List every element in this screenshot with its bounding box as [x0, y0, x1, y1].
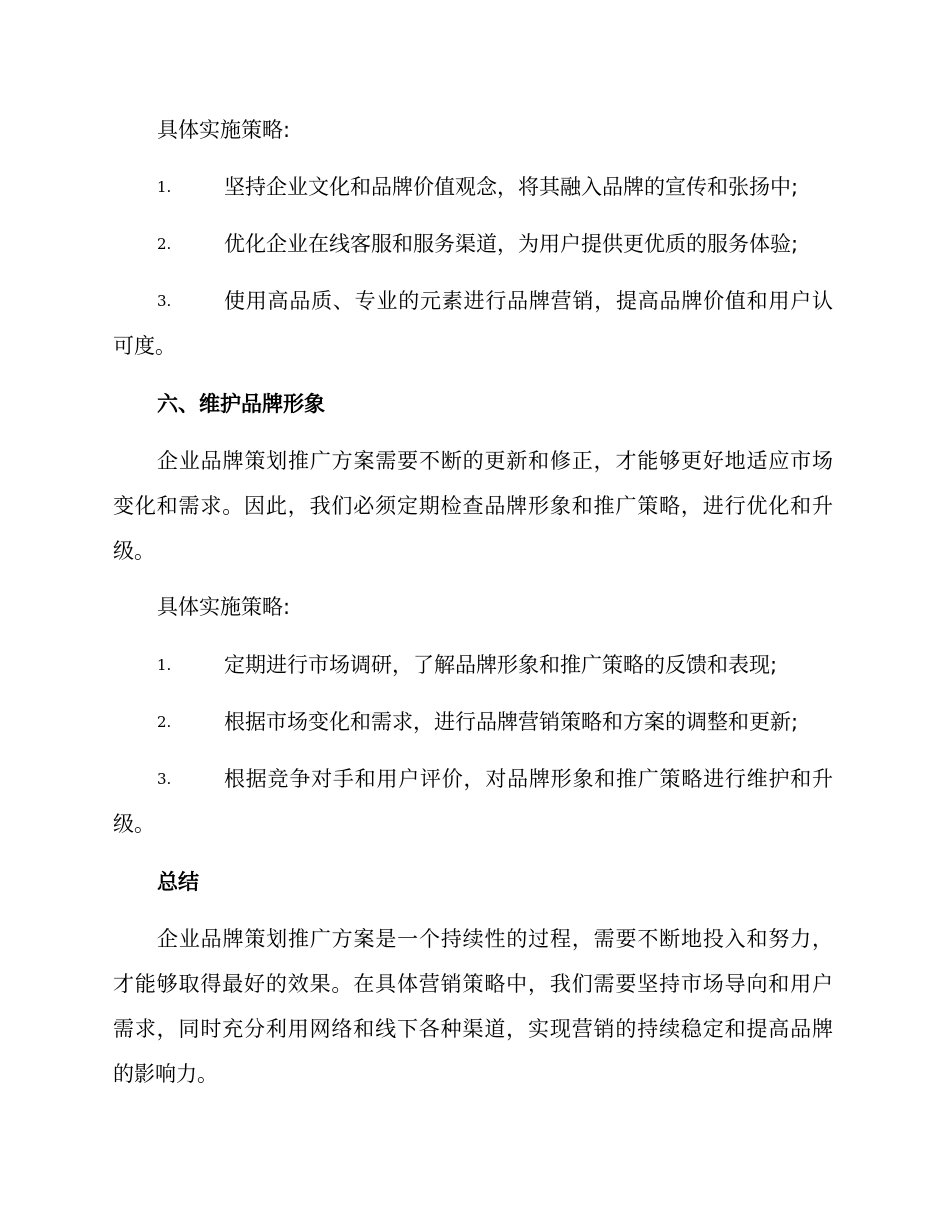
list-item-text: 使用高品质、专业的元素进行品牌营销，提高品牌价值和用户认 — [224, 289, 833, 313]
list-item-number: 2. — [157, 235, 172, 253]
list-item-number: 1. — [157, 178, 172, 196]
paragraph-line: 需求，同时充分利用网络和线下各种渠道，实现营销的持续稳定和提高品牌 — [113, 1017, 833, 1041]
paragraph-line: 企业品牌策划推广方案是一个持续性的过程，需要不断地投入和努力， — [157, 927, 833, 951]
strategy-intro: 具体实施策略: — [157, 595, 291, 619]
list-item-continuation: 级。 — [113, 812, 155, 836]
list-item-text: 坚持企业文化和品牌价值观念，将其融入品牌的宣传和张扬中; — [224, 175, 799, 199]
list-item-text: 根据竞争对手和用户评价，对品牌形象和推广策略进行维护和升 — [224, 767, 833, 791]
summary-heading: 总结 — [157, 870, 199, 894]
list-item-text: 定期进行市场调研，了解品牌形象和推广策略的反馈和表现; — [224, 653, 778, 677]
list-item-number: 3. — [157, 292, 172, 310]
list-item-text: 优化企业在线客服和服务渠道，为用户提供更优质的服务体验; — [224, 232, 799, 256]
list-item-text: 根据市场变化和需求，进行品牌营销策略和方案的调整和更新; — [224, 710, 799, 734]
paragraph-line: 的影响力。 — [113, 1062, 218, 1086]
section-heading: 六、维护品牌形象 — [157, 392, 325, 416]
list-item-number: 3. — [157, 770, 172, 788]
strategy-intro: 具体实施策略: — [157, 118, 291, 142]
list-item-number: 2. — [157, 713, 172, 731]
list-item-continuation: 可度。 — [113, 334, 176, 358]
list-item-number: 1. — [157, 656, 172, 674]
paragraph-line: 企业品牌策划推广方案需要不断的更新和修正，才能够更好地适应市场 — [157, 449, 833, 473]
paragraph-line: 变化和需求。因此，我们必须定期检查品牌形象和推广策略，进行优化和升 — [113, 494, 833, 518]
paragraph-line: 才能够取得最好的效果。在具体营销策略中，我们需要坚持市场导向和用户 — [113, 972, 833, 996]
paragraph-line: 级。 — [113, 539, 155, 563]
